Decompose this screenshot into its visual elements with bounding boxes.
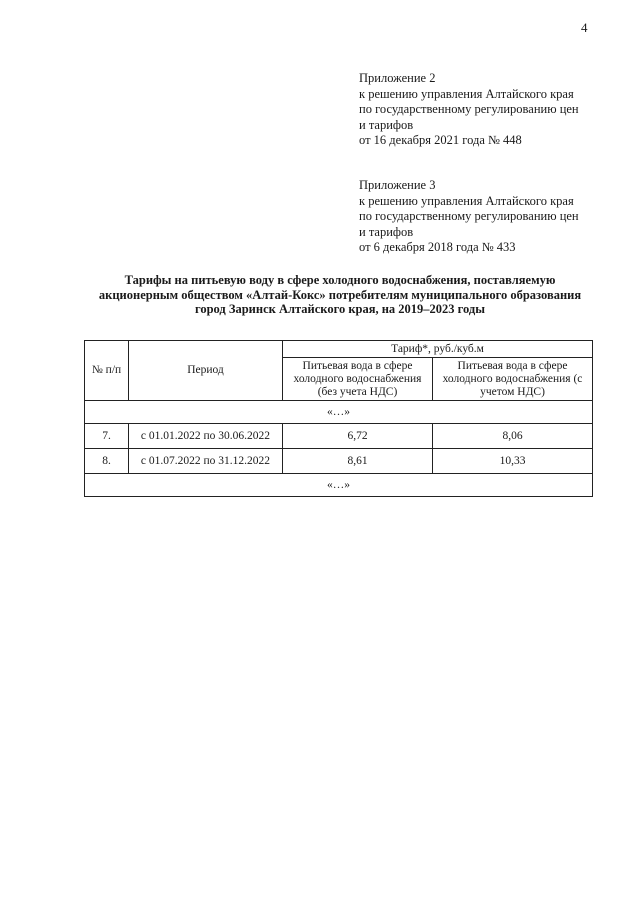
header-period: Период (129, 341, 283, 401)
cell-number: 7. (85, 424, 129, 449)
title-line: город Заринск Алтайского края, на 2019–2023 годы (194, 302, 486, 316)
appendix-2-line: по государственному регулированию цен (359, 102, 579, 116)
ellipsis-cell: «…» (85, 474, 593, 497)
table-row (85, 474, 593, 497)
table-row (85, 401, 593, 424)
appendix-3-line: Приложение 3 (359, 178, 436, 192)
cell-with-vat: 10,33 (433, 449, 593, 474)
header-tariff: Тариф*, руб./куб.м (283, 341, 593, 358)
cell-period: с 01.01.2022 по 30.06.2022 (129, 424, 283, 449)
appendix-3-line: к решению управления Алтайского края (359, 193, 574, 208)
cell-period: с 01.07.2022 по 31.12.2022 (129, 449, 283, 474)
table-row (85, 449, 593, 474)
appendix-3-line: и тарифов (359, 224, 414, 239)
appendix-3-line: по государственному регулированию цен (359, 209, 579, 223)
cell-number: 8. (85, 449, 129, 474)
appendix-3-line: от 6 декабря 2018 года № 433 (359, 240, 516, 254)
appendix-2-header (359, 71, 619, 149)
header-number: № п/п (85, 341, 129, 401)
appendix-2-line: и тарифов (359, 117, 414, 132)
ellipsis-cell: «…» (85, 401, 593, 424)
appendix-2-line: от 16 декабря 2021 года № 448 (359, 133, 522, 147)
page-number: 4 (581, 20, 588, 35)
document-title (60, 273, 620, 317)
appendix-2-line: Приложение 2 (359, 71, 436, 85)
cell-with-vat: 8,06 (433, 424, 593, 449)
header-with-vat: Питьевая вода в сфере холодного водоснабжения (с учетом НДС) (433, 358, 593, 401)
tariff-table (84, 340, 593, 497)
table-header-row (85, 341, 593, 358)
appendix-2-line: к решению управления Алтайского края (359, 86, 574, 101)
title-line: Тарифы на питьевую воду в сфере холодного водоснабжения, поставляемую (124, 273, 556, 287)
header-no-vat: Питьевая вода в сфере холодного водоснабжения (без учета НДС) (283, 358, 433, 401)
cell-no-vat: 6,72 (283, 424, 433, 449)
table-row (85, 424, 593, 449)
title-line: акционерным обществом «Алтай-Кокс» потребителям муниципального образования (98, 287, 582, 302)
cell-no-vat: 8,61 (283, 449, 433, 474)
appendix-3-header (359, 178, 619, 256)
